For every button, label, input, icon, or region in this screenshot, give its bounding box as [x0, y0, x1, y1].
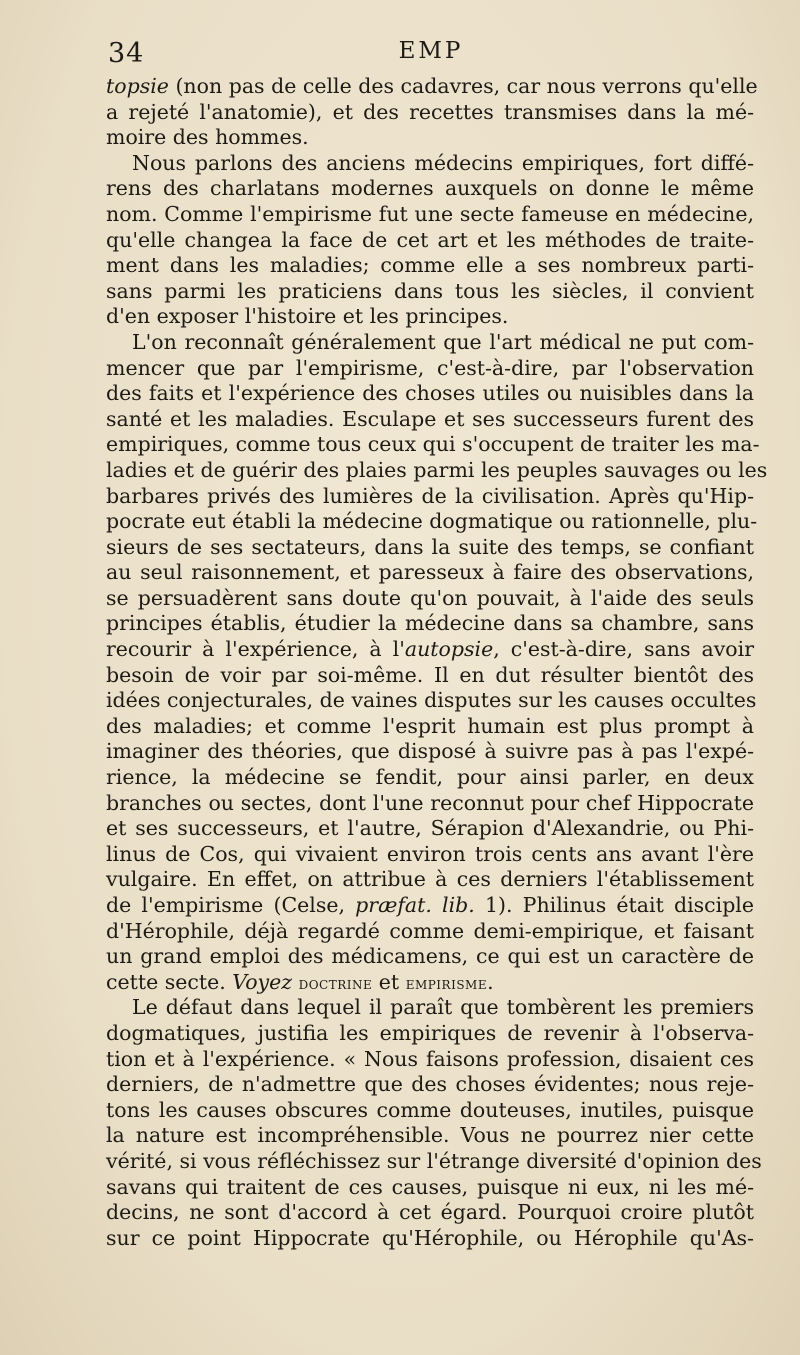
text-run: dogmatiques, justifia les empiriques de revenir à l'observa-: [106, 1020, 754, 1045]
text-run: derniers, de n'admettre que des choses évidentes; nous reje-: [106, 1072, 754, 1097]
text-run: .: [487, 969, 494, 994]
text-run: vulgaire. En effet, on attribue à ces derniers l'établissement: [106, 867, 754, 892]
text-run: barbares privés des lumières de la civilisation. Après qu'Hip-: [106, 483, 754, 508]
text-line: [106, 1021, 754, 1047]
small-caps-text: empirisme: [405, 972, 488, 993]
body-text: [106, 74, 768, 1251]
text-line: [106, 1226, 754, 1252]
text-line: [106, 1047, 754, 1073]
running-head: EMP: [398, 38, 464, 64]
text-run: 1). Philinus était disciple: [474, 893, 754, 917]
text-run: principes établis, étudier la médecine dans sa chambre, sans: [106, 611, 754, 636]
text-line: [106, 739, 754, 765]
text-run: tons les causes obscures comme douteuses, inutiles, puisque: [106, 1097, 754, 1122]
text-run: decins, ne sont d'accord à cet égard. Pourquoi croire plutôt: [106, 1200, 754, 1225]
text-run: et ses successeurs, et l'autre, Sérapion d'Alexandrie, ou Phi-: [106, 816, 754, 841]
text-line: [106, 765, 754, 791]
text-run: rens des charlatans modernes auxquels on donne le même: [106, 176, 754, 201]
text-line: [106, 509, 758, 535]
text-run: moire des hommes.: [106, 125, 309, 150]
text-line: [106, 484, 754, 510]
text-line: [106, 1098, 754, 1124]
text-line: [106, 919, 754, 945]
text-line: [106, 100, 754, 126]
italic-text: Voyez: [232, 969, 293, 994]
text-line: [106, 842, 754, 868]
text-line: [106, 74, 758, 100]
text-run: des maladies; et comme l'esprit humain est plus prompt à: [106, 713, 754, 738]
italic-text: autopsie: [404, 637, 494, 662]
italic-text: topsie: [106, 74, 169, 98]
text-run: besoin de voir par soi-même. Il en dut résulter bientôt des: [106, 662, 754, 687]
text-line: [106, 202, 754, 228]
text-line: [106, 611, 754, 637]
text-line: [106, 432, 760, 458]
text-line: [106, 637, 754, 663]
text-line: [106, 457, 768, 484]
text-line: [106, 1200, 754, 1226]
page-number: 34: [108, 38, 145, 69]
text-line: [106, 560, 754, 586]
text-run: tion et à l'expérience. « Nous faisons profession, disaient ces: [106, 1046, 754, 1071]
text-line: [106, 791, 754, 817]
text-line: [106, 688, 757, 714]
text-line: [106, 176, 754, 202]
text-line: [106, 714, 754, 740]
text-line: [106, 125, 754, 151]
text-run: qu'elle changea la face de cet art et les méthodes de traite-: [106, 227, 754, 252]
text-run: sur ce point Hippocrate qu'Hérophile, ou Hérophile qu'As-: [106, 1225, 754, 1250]
text-run: , c'est-à-dire, sans avoir: [493, 637, 754, 662]
text-line: [106, 1175, 754, 1201]
text-line: [106, 253, 754, 279]
text-line: [106, 228, 754, 254]
text-line: [106, 663, 754, 689]
text-line: [106, 816, 754, 842]
text-line: [106, 1123, 754, 1149]
italic-text: præfat. lib.: [355, 893, 475, 917]
text-run: (non pas de celle des cadavres, car nous verrons qu'elle: [168, 74, 758, 98]
text-line: [106, 381, 754, 407]
text-run: se persuadèrent sans doute qu'on pouvait, à l'aide des seuls: [106, 585, 754, 610]
text-run: ment dans les maladies; comme elle a ses nombreux parti-: [106, 253, 754, 278]
text-run: linus de Cos, qui vivaient environ trois cents ans avant l'ère: [106, 841, 754, 866]
text-run: d'Hérophile, déjà regardé comme demi-empirique, et faisant: [106, 918, 754, 943]
text-line: [106, 330, 754, 356]
text-line: [106, 1148, 762, 1175]
text-run: empiriques, comme tous ceux qui s'occupent de traiter les ma-: [106, 432, 760, 457]
text-run: savans qui traitent de ces causes, puisque ni eux, ni les mé-: [106, 1174, 754, 1199]
text-line: [106, 944, 754, 970]
text-run: Nous parlons des anciens médecins empiriques, fort diffé-: [132, 150, 754, 175]
text-run: sieurs de ses sectateurs, dans la suite des temps, se confiant: [106, 534, 754, 559]
text-run: recourir à l'expérience, à l': [106, 637, 405, 662]
text-run: d'en exposer l'histoire et les principes.: [106, 304, 509, 329]
text-line: [106, 995, 754, 1021]
text-run: imaginer des théories, que disposé à suivre pas à pas l'expé-: [106, 739, 754, 764]
text-run: ladies et de guérir des plaies parmi les peuples sauvages ou les: [106, 457, 768, 482]
text-run: vérité, si vous réfléchissez sur l'étrange diversité d'opinion des: [106, 1148, 762, 1173]
page-header: [108, 38, 754, 72]
text-run: Le défaut dans lequel il paraît que tombèrent les premiers: [132, 995, 754, 1020]
small-caps-text: doctrine: [298, 972, 373, 993]
text-run: santé et les maladies. Esculape et ses successeurs furent des: [106, 406, 754, 431]
text-run: de l'empirisme (Celse,: [106, 893, 356, 917]
text-run: un grand emploi des médicamens, ce qui est un caractère de: [106, 944, 754, 969]
text-line: [106, 867, 754, 893]
text-run: mencer que par l'empirisme, c'est-à-dire, par l'observation: [106, 355, 754, 380]
text-run: nom. Comme l'empirisme fut une secte fameuse en médecine,: [106, 201, 754, 226]
text-run: cette secte.: [106, 969, 233, 994]
text-run: sans parmi les praticiens dans tous les siècles, il convient: [106, 278, 754, 303]
text-line: [106, 535, 754, 561]
text-line: [106, 356, 754, 382]
text-line: [106, 151, 754, 177]
text-run: idées conjecturales, de vaines disputes sur les causes occultes: [106, 688, 757, 713]
text-line: [106, 304, 754, 330]
text-run: au seul raisonnement, et paresseux à faire des observations,: [106, 560, 754, 585]
text-run: L'on reconnaît généralement que l'art médical ne put com-: [132, 329, 754, 354]
text-run: pocrate eut établi la médecine dogmatique ou rationnelle, plu-: [106, 509, 758, 534]
text-line: [106, 407, 754, 433]
text-run: rience, la médecine se fendit, pour ainsi parler, en deux: [106, 765, 754, 790]
text-run: et: [372, 969, 406, 994]
text-run: des faits et l'expérience des choses utiles ou nuisibles dans la: [106, 381, 754, 406]
text-line: [106, 586, 754, 612]
text-line: [106, 1072, 754, 1098]
text-line: [106, 279, 754, 305]
text-line: [106, 970, 754, 996]
text-run: la nature est incompréhensible. Vous ne pourrez nier cette: [106, 1123, 754, 1148]
text-line: [106, 893, 754, 919]
text-run: branches ou sectes, dont l'une reconnut pour chef Hippocrate: [106, 790, 754, 815]
text-run: a rejeté l'anatomie), et des recettes transmises dans la mé-: [106, 99, 754, 124]
